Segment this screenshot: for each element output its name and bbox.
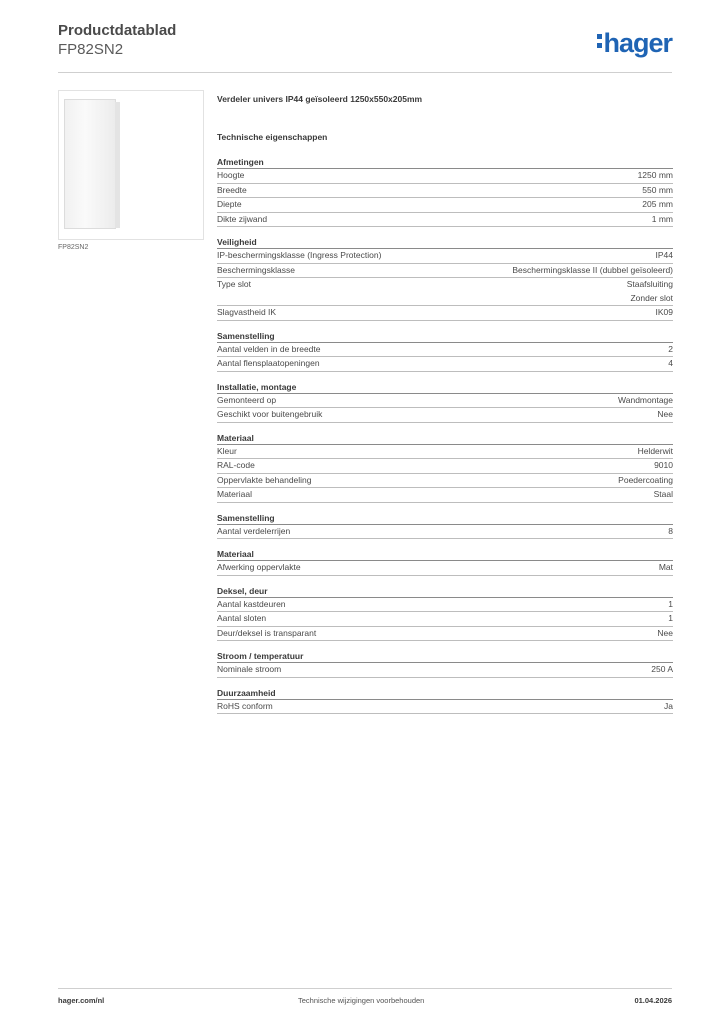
spec-row xyxy=(217,343,673,358)
spec-value: Wandmontage xyxy=(618,394,673,405)
spec-group-title: Samenstelling xyxy=(217,512,673,525)
spec-value: 4 xyxy=(668,358,673,368)
spec-row xyxy=(217,627,673,642)
spec-row xyxy=(217,264,673,279)
spec-row xyxy=(217,184,673,199)
spec-value: 1 xyxy=(668,613,673,623)
spec-value: 1 xyxy=(668,598,673,609)
spec-row xyxy=(217,598,673,613)
spec-value: 550 mm xyxy=(642,184,673,195)
spec-group xyxy=(217,156,673,227)
spec-group xyxy=(217,548,673,576)
spec-label: Diepte xyxy=(217,199,242,209)
spec-value: Ja xyxy=(664,700,673,711)
spec-label: Hoogte xyxy=(217,170,245,180)
spec-value: 1250 mm xyxy=(637,170,673,180)
product-code: FP82SN2 xyxy=(58,41,124,58)
spec-label: Beschermingsklasse xyxy=(217,264,295,275)
spec-label: Deur/deksel is transparant xyxy=(217,627,317,638)
footer-date: 01.04.2026 xyxy=(634,996,672,1005)
spec-row xyxy=(217,474,673,489)
spec-row xyxy=(217,408,673,423)
footer-disclaimer: Technische wijzigingen voorbehouden xyxy=(298,996,425,1005)
spec-group-title: Stroom / temperatuur xyxy=(217,650,673,663)
header-divider xyxy=(58,72,672,73)
spec-value: 1 mm xyxy=(651,213,673,224)
page-header xyxy=(58,22,678,66)
spec-label: Aantal kastdeuren xyxy=(217,598,286,609)
spec-row xyxy=(217,445,673,460)
spec-group-title: Materiaal xyxy=(217,548,673,561)
spec-label: Oppervlakte behandeling xyxy=(217,474,312,485)
spec-row xyxy=(217,278,673,306)
spec-label: Aantal flensplaatopeningen xyxy=(217,358,320,368)
spec-row xyxy=(217,394,673,409)
spec-value: 250 A xyxy=(651,664,673,674)
spec-group-title: Deksel, deur xyxy=(217,585,673,598)
spec-row xyxy=(217,459,673,474)
spec-group xyxy=(217,432,673,503)
spec-label: RoHS conform xyxy=(217,700,273,711)
spec-label: Type slot xyxy=(217,279,252,289)
product-name: Verdeler univers IP44 geïsoleerd 1250x550x205mm xyxy=(217,94,423,104)
spec-row xyxy=(217,488,673,503)
spec-group xyxy=(217,381,673,423)
spec-value: Poedercoating xyxy=(618,474,673,485)
spec-content xyxy=(217,94,673,723)
spec-row xyxy=(217,700,673,715)
spec-value: 9010 xyxy=(654,460,673,470)
spec-label: Aantal verdelerrijen xyxy=(217,525,291,536)
spec-value: Staal xyxy=(653,489,673,499)
spec-label: Materiaal xyxy=(217,489,252,499)
spec-label: Gemonteerd op xyxy=(217,394,277,405)
spec-group xyxy=(217,236,673,321)
footer-divider xyxy=(58,988,672,989)
spec-row xyxy=(217,612,673,627)
spec-value: IP44 xyxy=(655,250,673,260)
spec-row xyxy=(217,213,673,228)
spec-groups xyxy=(217,156,673,714)
spec-value: Helderwit xyxy=(637,445,673,456)
logo-text: hager xyxy=(603,28,672,58)
spec-label: Nominale stroom xyxy=(217,664,282,674)
hager-logo xyxy=(597,28,672,58)
document-title: Productdatablad xyxy=(58,22,177,39)
spec-row xyxy=(217,357,673,372)
spec-value: Beschermingsklasse II (dubbel geïsoleerd) xyxy=(512,264,673,275)
spec-group xyxy=(217,330,673,372)
spec-value: Nee xyxy=(657,627,673,638)
spec-row xyxy=(217,249,673,264)
spec-row xyxy=(217,306,673,321)
spec-value: IK09 xyxy=(655,307,673,317)
spec-value: 8 xyxy=(668,525,673,536)
spec-label: Kleur xyxy=(217,445,237,456)
spec-value: 2 xyxy=(668,343,673,354)
spec-group-title: Installatie, montage xyxy=(217,381,673,394)
spec-label: IP-beschermingsklasse (Ingress Protection) xyxy=(217,250,382,260)
spec-group-title: Afmetingen xyxy=(217,156,673,169)
spec-row xyxy=(217,663,673,678)
image-caption: FP82SN2 xyxy=(58,244,89,251)
spec-group xyxy=(217,650,673,678)
spec-row xyxy=(217,561,673,576)
spec-label: Afwerking oppervlakte xyxy=(217,562,301,572)
section-title: Technische eigenschappen xyxy=(217,132,328,142)
spec-row xyxy=(217,198,673,213)
spec-group-title: Veiligheid xyxy=(217,236,673,249)
footer-website-link[interactable]: hager.com/nl xyxy=(58,996,105,1005)
spec-value: 205 mm xyxy=(642,199,673,209)
spec-label: Aantal sloten xyxy=(217,613,267,623)
spec-group-title: Samenstelling xyxy=(217,330,673,343)
spec-group xyxy=(217,687,673,715)
spec-label: RAL-code xyxy=(217,460,255,470)
spec-group-title: Duurzaamheid xyxy=(217,687,673,700)
spec-group-title: Materiaal xyxy=(217,432,673,445)
spec-label: Aantal velden in de breedte xyxy=(217,343,321,354)
product-image xyxy=(58,90,204,240)
spec-group xyxy=(217,585,673,642)
spec-label: Breedte xyxy=(217,184,247,195)
spec-value: Mat xyxy=(658,562,673,572)
spec-label: Dikte zijwand xyxy=(217,213,268,224)
spec-label: Slagvastheid IK xyxy=(217,307,277,317)
cabinet-illustration-icon xyxy=(64,99,116,229)
spec-value: Nee xyxy=(657,409,673,419)
spec-row xyxy=(217,525,673,540)
spec-row xyxy=(217,169,673,184)
spec-group xyxy=(217,512,673,540)
spec-label: Geschikt voor buitengebruik xyxy=(217,409,323,419)
spec-value: Staafsluiting Zonder slot xyxy=(626,279,673,303)
